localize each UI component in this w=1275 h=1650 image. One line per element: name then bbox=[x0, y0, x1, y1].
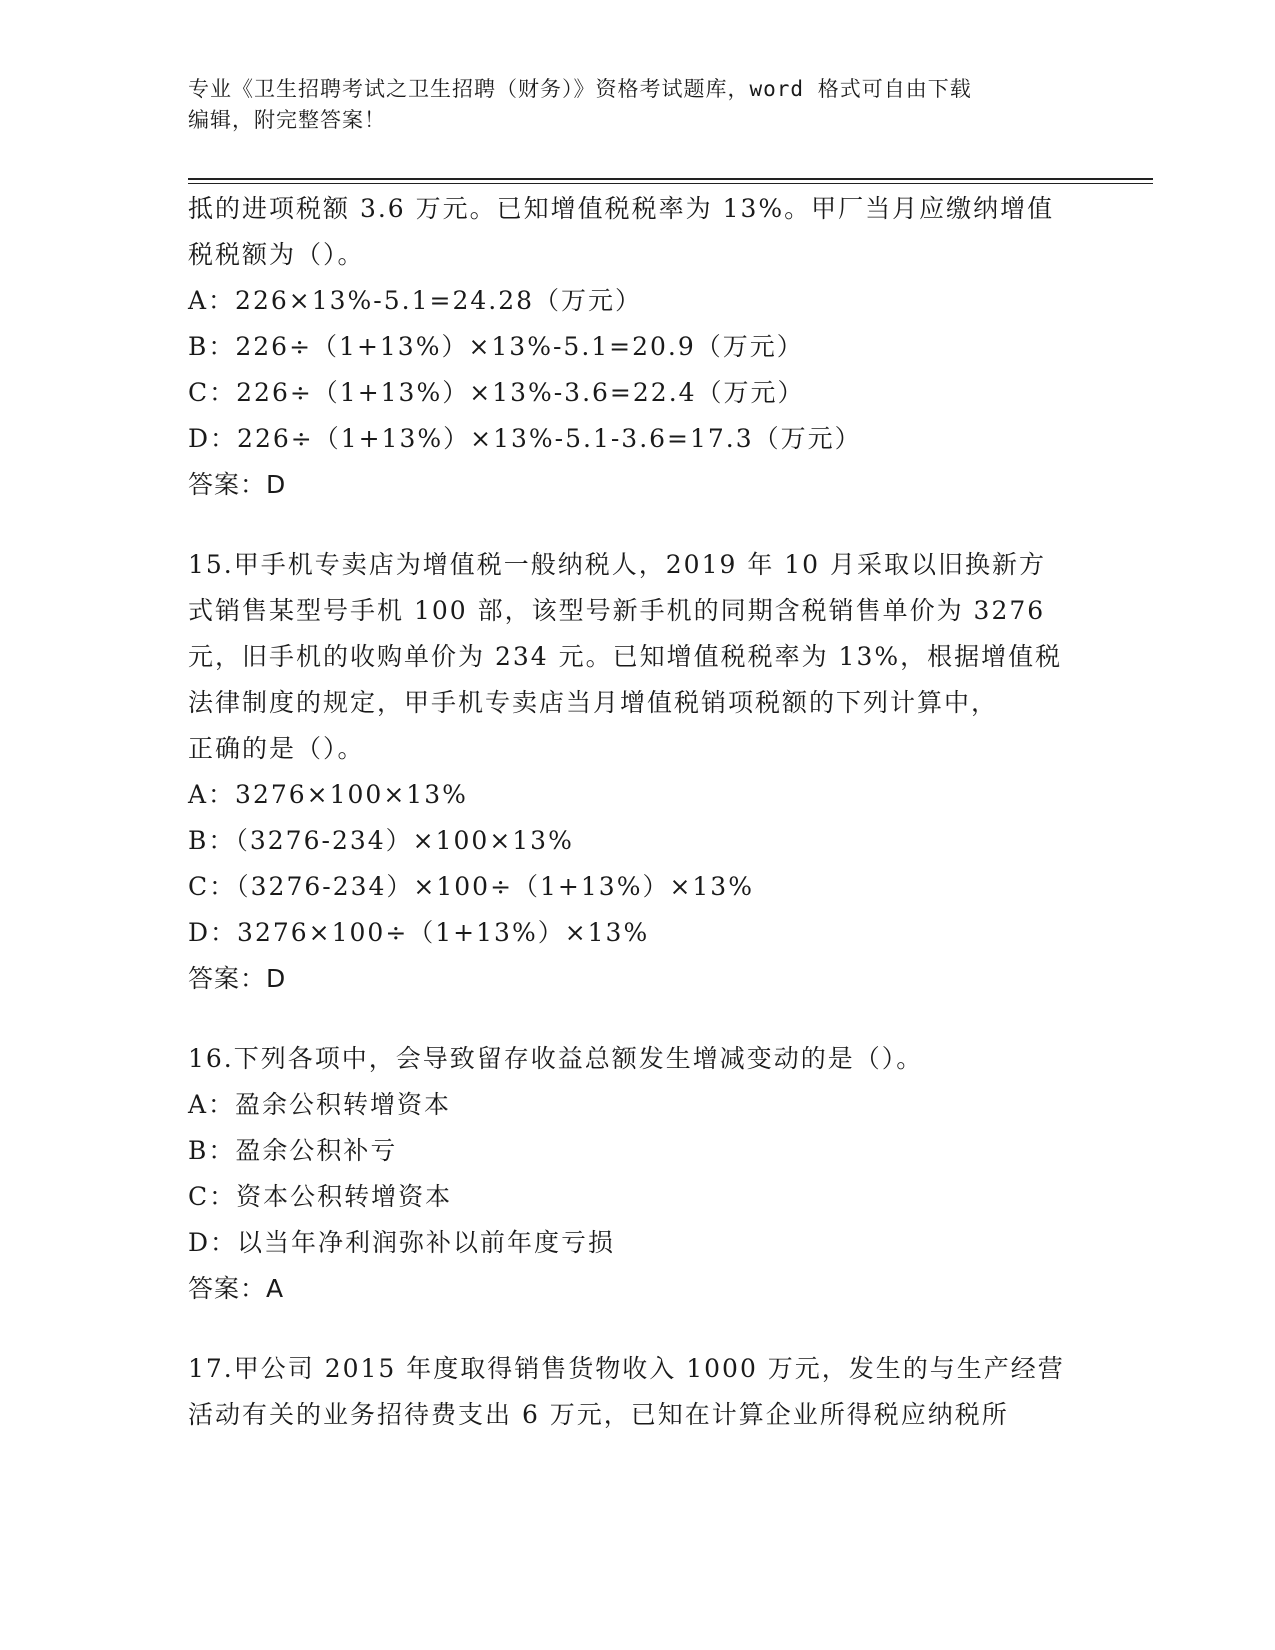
question-text-line: 式销售某型号手机 100 部，该型号新手机的同期含税销售单价为 3276 bbox=[188, 596, 1046, 625]
question-text-line: 正确的是（）。 bbox=[188, 734, 365, 763]
option-b: B：（3276-234）×100×13% bbox=[188, 826, 574, 855]
question-text-line: 活动有关的业务招待费支出 6 万元，已知在计算企业所得税应纳税所 bbox=[188, 1400, 1009, 1429]
option-a: A：盈余公积转增资本 bbox=[188, 1090, 452, 1119]
question-text-line: 元，旧手机的收购单价为 234 元。已知增值税税率为 13%，根据增值税 bbox=[188, 642, 1063, 671]
answer-line: 答案：A bbox=[188, 1274, 285, 1303]
option-c: C：（3276-234）×100÷（1+13%）×13% bbox=[188, 872, 754, 901]
question-text-line: 17.甲公司 2015 年度取得销售货物收入 1000 万元，发生的与生产经营 bbox=[188, 1354, 1065, 1383]
header-line-1: 专业《卫生招聘考试之卫生招聘（财务）》资格考试题库，word 格式可自由下载 bbox=[188, 77, 972, 101]
question-15 bbox=[188, 542, 1148, 1002]
header-rule-thick bbox=[188, 178, 1153, 180]
header-line-2: 编辑，附完整答案！ bbox=[188, 108, 386, 132]
question-text-line: 16.下列各项中，会导致留存收益总额发生增减变动的是（）。 bbox=[188, 1044, 924, 1073]
document-body bbox=[188, 186, 1148, 1438]
option-b: B：226÷（1+13%）×13%-5.1=20.9（万元） bbox=[188, 332, 804, 361]
question-text-line: 15.甲手机专卖店为增值税一般纳税人，2019 年 10 月采取以旧换新方 bbox=[188, 550, 1047, 579]
option-a: A：226×13%-5.1=24.28（万元） bbox=[188, 286, 643, 315]
option-c: C：226÷（1+13%）×13%-3.6=22.4（万元） bbox=[188, 378, 805, 407]
answer-line: 答案：D bbox=[188, 964, 287, 993]
option-d: D：226÷（1+13%）×13%-5.1-3.6=17.3（万元） bbox=[188, 424, 862, 453]
option-d: D：3276×100÷（1+13%）×13% bbox=[188, 918, 650, 947]
answer-line: 答案：D bbox=[188, 470, 287, 499]
question-text-line: 抵的进项税额 3.6 万元。已知增值税税率为 13%。甲厂当月应缴纳增值 bbox=[188, 194, 1055, 223]
question-text-line: 税税额为（）。 bbox=[188, 240, 365, 269]
question-16 bbox=[188, 1036, 1148, 1312]
question-17 bbox=[188, 1346, 1148, 1438]
header-rule-thin bbox=[188, 183, 1153, 184]
option-a: A：3276×100×13% bbox=[188, 780, 468, 809]
option-d: D：以当年净利润弥补以前年度亏损 bbox=[188, 1228, 616, 1257]
page-header bbox=[188, 74, 1088, 136]
question-text-line: 法律制度的规定，甲手机专卖店当月增值税销项税额的下列计算中， bbox=[188, 688, 999, 717]
question-14 bbox=[188, 186, 1148, 508]
option-b: B：盈余公积补亏 bbox=[188, 1136, 398, 1165]
option-c: C：资本公积转增资本 bbox=[188, 1182, 453, 1211]
